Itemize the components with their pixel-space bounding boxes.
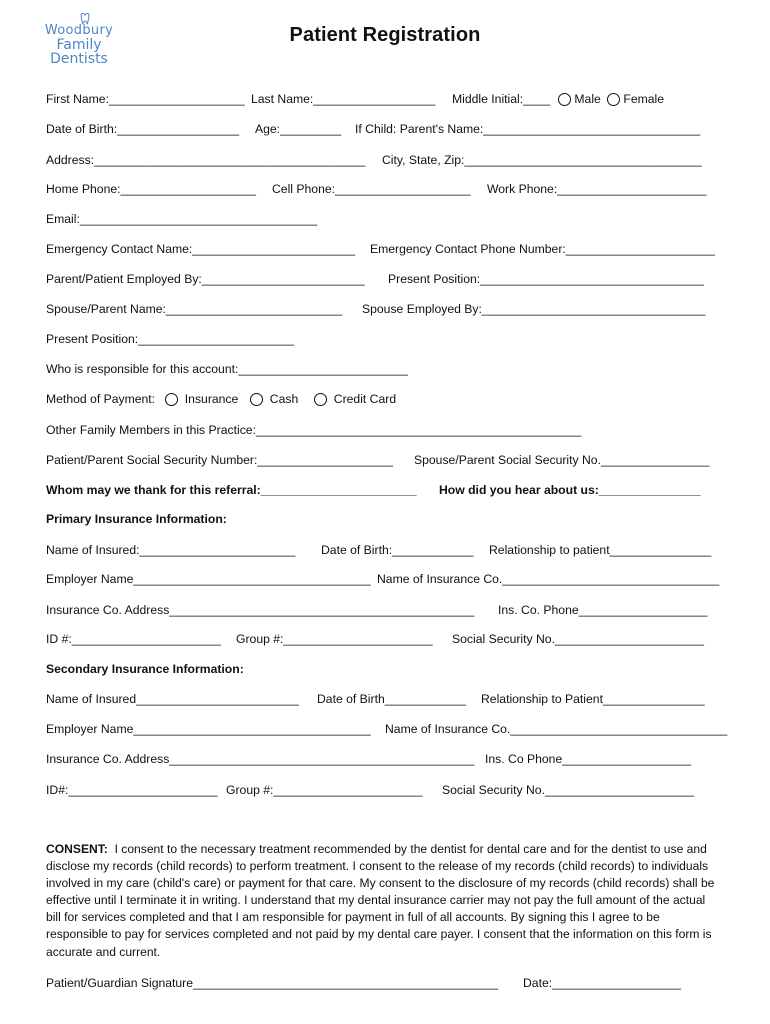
primary-insured-dob-field[interactable]: Date of Birth:____________ bbox=[321, 543, 474, 557]
middle-initial-field[interactable]: Middle Initial:____ bbox=[452, 92, 551, 106]
primary-id-field[interactable]: ID #:______________________ bbox=[46, 632, 221, 646]
row-emergency bbox=[0, 240, 770, 258]
row-employment bbox=[0, 270, 770, 288]
secondary-insurance-phone-field[interactable]: Ins. Co Phone___________________ bbox=[485, 752, 692, 766]
secondary-insurance-address-field[interactable]: Insurance Co. Address_____________________________________________ bbox=[46, 752, 475, 766]
logo-line-2: Family bbox=[56, 37, 102, 53]
row-responsible bbox=[0, 360, 770, 378]
male-radio[interactable] bbox=[558, 93, 571, 106]
row-referral bbox=[0, 481, 770, 499]
consent-paragraph bbox=[46, 841, 718, 961]
female-option[interactable] bbox=[607, 90, 664, 108]
male-option[interactable] bbox=[558, 90, 601, 108]
female-label: Female bbox=[623, 92, 665, 106]
primary-employer-field[interactable]: Employer Name___________________________________ bbox=[46, 572, 371, 586]
credit-card-option[interactable] bbox=[314, 390, 396, 408]
primary-relationship-field[interactable]: Relationship to patient_______________ bbox=[489, 543, 712, 557]
consent-label: CONSENT: bbox=[46, 842, 108, 856]
emergency-contact-name-field[interactable]: Emergency Contact Name:________________________ bbox=[46, 242, 355, 256]
spouse-name-field[interactable]: Spouse/Parent Name:__________________________ bbox=[46, 302, 343, 316]
secondary-group-field[interactable]: Group #:______________________ bbox=[226, 783, 423, 797]
first-name-field[interactable]: First Name:____________________ bbox=[46, 92, 245, 106]
referral-field[interactable]: Whom may we thank for this referral:_______________________ bbox=[46, 483, 417, 497]
spouse-present-position-field[interactable]: Present Position:_______________________ bbox=[46, 332, 295, 346]
secondary-insured-dob-field[interactable]: Date of Birth____________ bbox=[317, 692, 467, 706]
date-of-birth-field[interactable]: Date of Birth:__________________ bbox=[46, 122, 240, 136]
row-spouse-position bbox=[0, 330, 770, 348]
credit-card-label: Credit Card bbox=[333, 392, 397, 406]
consent-text: I consent to the necessary treatment recommended by the dentist for dental care and for the dentist to use and disclose my records (child records) to perform treatment. I consent to the release of my records (child records) to individuals involved in my care (child's care) or payment for that care. My consent to the disclosure of my records (child records) shall be effective until I terminate it in writing. I understand that my dental insurance carrier may not pay the full amount of the actual bill for services completed and that I am responsible for payment in full of all accounts. By signing this I agree to be responsible to pay for services completed and not paid by my dental care payer. I consent that the information on this form is accurate and current. bbox=[46, 842, 715, 959]
row-ssn bbox=[0, 451, 770, 469]
logo-line-1: Woodbury bbox=[44, 23, 114, 38]
signature-field[interactable]: Patient/Guardian Signature_____________________________________________ bbox=[46, 976, 499, 990]
row-address bbox=[0, 151, 770, 169]
last-name-field[interactable]: Last Name:__________________ bbox=[251, 92, 436, 106]
insurance-label: Insurance bbox=[184, 392, 239, 406]
row-secondary-insured bbox=[0, 690, 770, 708]
row-secondary-employer bbox=[0, 720, 770, 738]
row-phones bbox=[0, 180, 770, 198]
family-members-field[interactable]: Other Family Members in this Practice:________________________________________________ bbox=[46, 423, 582, 437]
row-spouse bbox=[0, 300, 770, 318]
parent-name-field[interactable]: If Child: Parent's Name:________________________________ bbox=[355, 122, 701, 136]
primary-group-field[interactable]: Group #:______________________ bbox=[236, 632, 433, 646]
primary-insurance-address-field[interactable]: Insurance Co. Address_____________________________________________ bbox=[46, 603, 475, 617]
secondary-relationship-field[interactable]: Relationship to Patient_______________ bbox=[481, 692, 705, 706]
row-family-members bbox=[0, 421, 770, 439]
row-secondary-ids bbox=[0, 781, 770, 799]
primary-insured-name-field[interactable]: Name of Insured:_______________________ bbox=[46, 543, 296, 557]
primary-insurance-phone-field[interactable]: Ins. Co. Phone___________________ bbox=[498, 603, 708, 617]
work-phone-field[interactable]: Work Phone:______________________ bbox=[487, 182, 707, 196]
secondary-insurance-heading: Secondary Insurance Information: bbox=[46, 662, 244, 676]
cash-radio[interactable] bbox=[250, 393, 263, 406]
payment-method-label: Method of Payment: bbox=[46, 392, 156, 406]
spouse-ssn-field[interactable]: Spouse/Parent Social Security No.________________ bbox=[414, 453, 710, 467]
emergency-contact-phone-field[interactable]: Emergency Contact Phone Number:______________________ bbox=[370, 242, 715, 256]
row-primary-ids bbox=[0, 630, 770, 648]
age-field[interactable]: Age:_________ bbox=[255, 122, 342, 136]
primary-insurance-company-field[interactable]: Name of Insurance Co.________________________________ bbox=[377, 572, 720, 586]
present-position-field[interactable]: Present Position:_________________________________ bbox=[388, 272, 704, 286]
page-title: Patient Registration bbox=[289, 24, 481, 46]
row-signature bbox=[0, 974, 770, 992]
row-email bbox=[0, 210, 770, 228]
cell-phone-field[interactable]: Cell Phone:____________________ bbox=[272, 182, 471, 196]
row-primary-insured bbox=[0, 541, 770, 559]
secondary-id-field[interactable]: ID#:______________________ bbox=[46, 783, 218, 797]
credit-card-radio[interactable] bbox=[314, 393, 327, 406]
insurance-option[interactable] bbox=[165, 390, 238, 408]
employed-by-field[interactable]: Parent/Patient Employed By:________________________ bbox=[46, 272, 365, 286]
secondary-insurance-company-field[interactable]: Name of Insurance Co.________________________________ bbox=[385, 722, 728, 736]
cash-label: Cash bbox=[269, 392, 299, 406]
row-names bbox=[0, 90, 770, 108]
patient-ssn-field[interactable]: Patient/Parent Social Security Number:____________________ bbox=[46, 453, 393, 467]
row-primary-employer bbox=[0, 570, 770, 588]
home-phone-field[interactable]: Home Phone:____________________ bbox=[46, 182, 257, 196]
insurance-radio[interactable] bbox=[165, 393, 178, 406]
signature-date-field[interactable]: Date:___________________ bbox=[523, 976, 681, 990]
row-secondary-address bbox=[0, 750, 770, 768]
email-field[interactable]: Email:___________________________________ bbox=[46, 212, 318, 226]
secondary-employer-field[interactable]: Employer Name___________________________________ bbox=[46, 722, 371, 736]
row-primary-address bbox=[0, 601, 770, 619]
logo-line-3: Dentists bbox=[50, 51, 108, 67]
how-heard-field[interactable]: How did you hear about us:_______________ bbox=[439, 483, 701, 497]
male-label: Male bbox=[574, 92, 601, 106]
secondary-insured-name-field[interactable]: Name of Insured________________________ bbox=[46, 692, 299, 706]
female-radio[interactable] bbox=[607, 93, 620, 106]
responsible-party-field[interactable]: Who is responsible for this account:_________________________ bbox=[46, 362, 408, 376]
address-field[interactable]: Address:________________________________________ bbox=[46, 153, 366, 167]
primary-insurance-heading: Primary Insurance Information: bbox=[46, 512, 227, 526]
city-state-zip-field[interactable]: City, State, Zip:___________________________________ bbox=[382, 153, 702, 167]
row-payment-method bbox=[0, 390, 770, 408]
spouse-employed-by-field[interactable]: Spouse Employed By:_________________________________ bbox=[362, 302, 706, 316]
cash-option[interactable] bbox=[250, 390, 298, 408]
row-birth bbox=[0, 120, 770, 138]
secondary-ssn-field[interactable]: Social Security No.______________________ bbox=[442, 783, 695, 797]
primary-ssn-field[interactable]: Social Security No.______________________ bbox=[452, 632, 705, 646]
